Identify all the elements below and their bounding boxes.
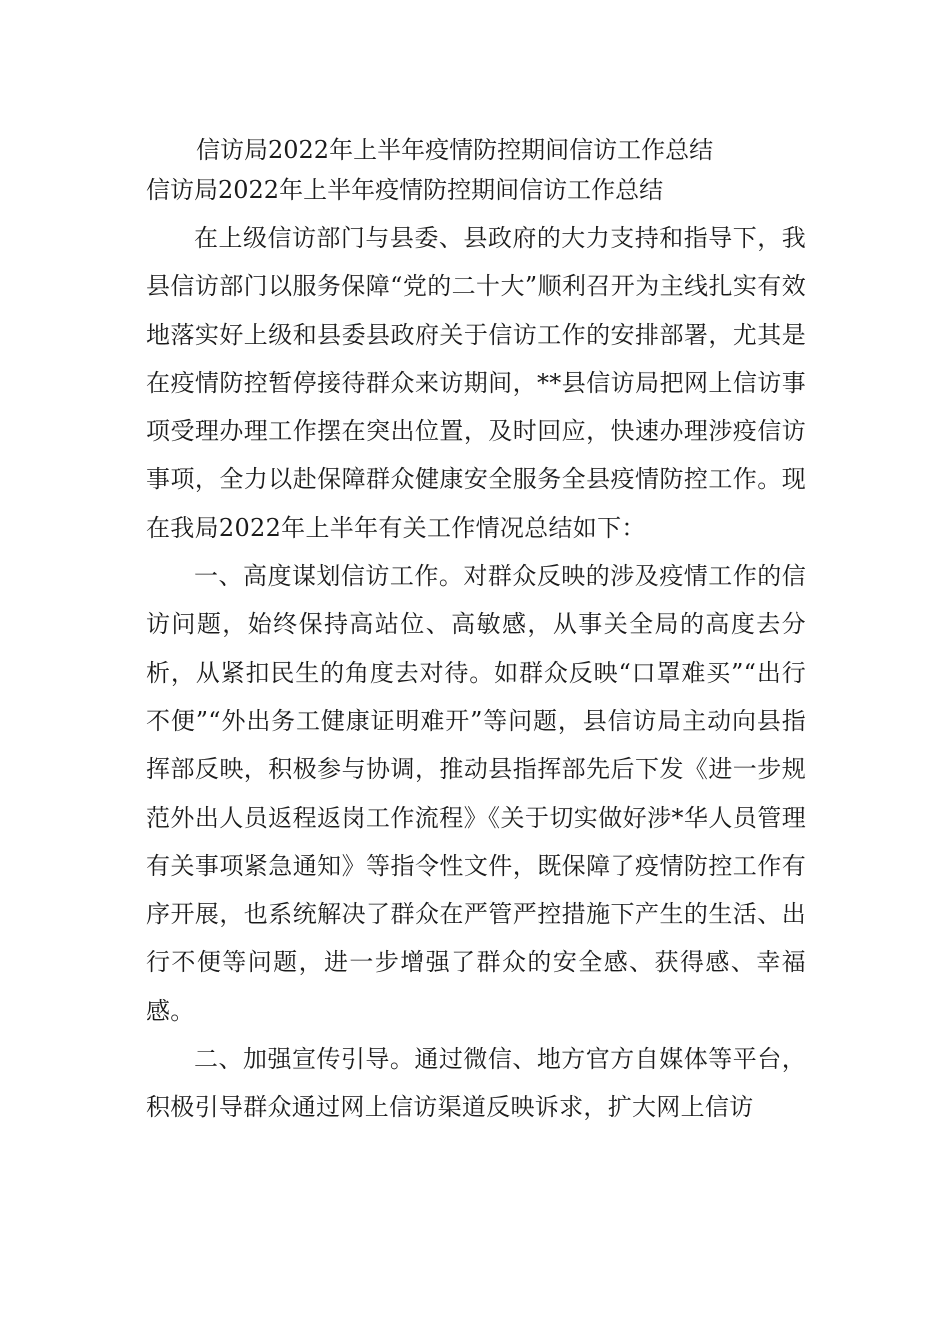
document-body: [146, 130, 806, 1132]
paragraph-section-2: 二、加强宣传引导。通过微信、地方官方自媒体等平台，积极引导群众通过网上信访渠道反映诉求，扩大网上信访: [146, 1045, 806, 1122]
document-title: 信访局2022年上半年疫情防控期间信访工作总结: [196, 136, 714, 164]
document-subtitle: 信访局2022年上半年疫情防控期间信访工作总结: [146, 176, 664, 204]
paragraph-section-1: 一、高度谋划信访工作。对群众反映的涉及疫情工作的信访问题，始终保持高站位、高敏感，从事关全局的高度去分析，从紧扣民生的角度去对待。如群众反映“口罩难买”“出行不便”“外出务工健康证明难开”等问题，县信访局主动向县指挥部反映，积极参与协调，推动县指挥部先后下发《进一步规范外出人员返程返岗工作流程》《关于切实做好涉*华人员管理有关事项紧急通知》等指令性文件，既保障了疫情防控工作有序开展，也系统解决了群众在严管严控措施下产生的生活、出行不便等问题，进一步增强了群众的安全感、获得感、幸福感。: [146, 562, 806, 1025]
paragraph-intro: 在上级信访部门与县委、县政府的大力支持和指导下，我县信访部门以服务保障“党的二十大”顺利召开为主线扎实有效地落实好上级和县委县政府关于信访工作的安排部署，尤其是在疫情防控暂停接待群众来访期间，**县信访局把网上信访事项受理办理工作摆在突出位置，及时回应，快速办理涉疫信访事项，全力以赴保障群众健康安全服务全县疫情防控工作。现在我局2022年上半年有关工作情况总结如下：: [146, 224, 806, 542]
